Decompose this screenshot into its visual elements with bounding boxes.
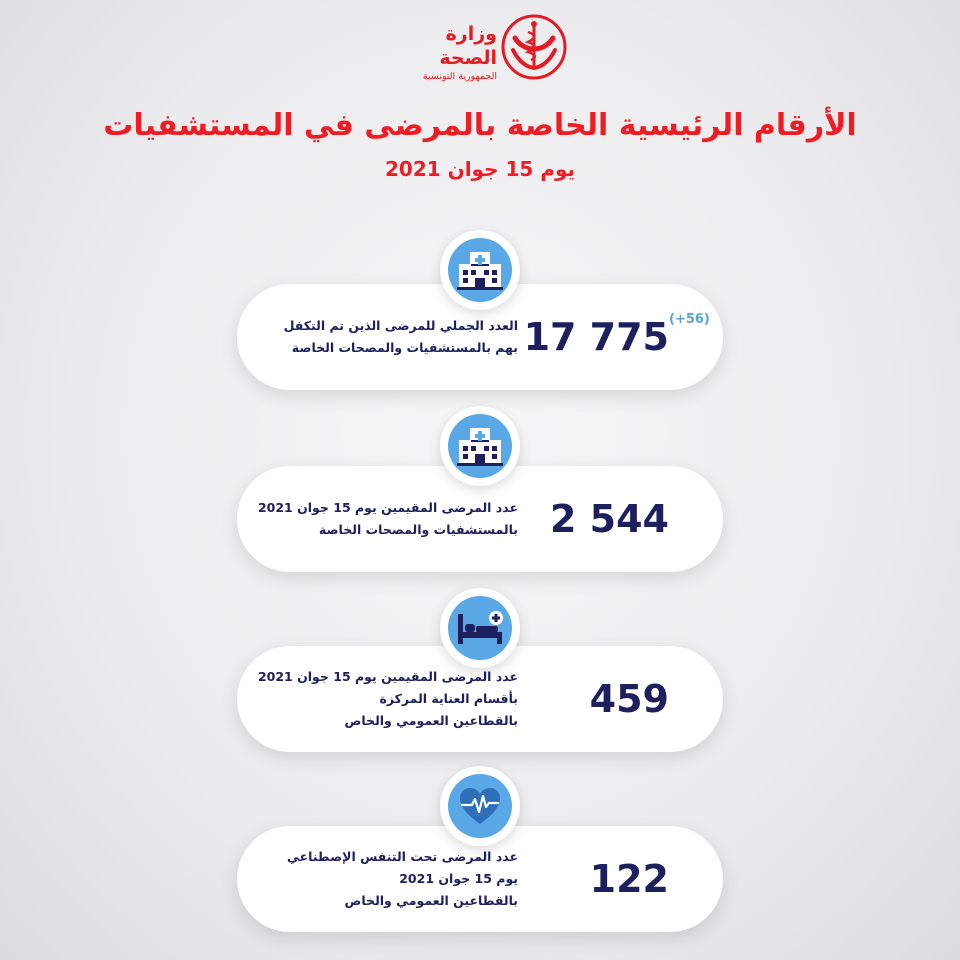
stat-icon-badge [440, 230, 520, 310]
stat-delta: (+56) [669, 312, 710, 327]
stat-value: 2 544 [550, 497, 669, 541]
logo-text [392, 22, 497, 84]
stat-desc-line: العدد الجملي للمرضى الذين تم التكفل [283, 318, 518, 333]
stat-desc-line: عدد المرضى المقيمين يوم 15 جوان 2021 [257, 500, 518, 515]
stat-desc-line: بالقطاعين العمومي والخاص [344, 713, 518, 728]
stat-desc-line: بالقطاعين العمومي والخاص [344, 893, 518, 908]
stat-desc-line: بأقسام العناية المركزة [379, 691, 518, 706]
ministry-logo [392, 14, 567, 84]
stat-desc-line: بهم بالمستشفيات والمصحات الخاصة [291, 340, 518, 355]
page-date: يوم 15 جوان 2021 [385, 157, 575, 181]
hospital-icon [457, 426, 503, 466]
stat-icon-badge [440, 588, 520, 668]
stat-value: 122 [589, 857, 669, 901]
stat-value: 17 775 [523, 315, 669, 359]
logo-subtitle: الجمهورية التونسية [422, 71, 497, 82]
heart-pulse-icon [458, 786, 502, 826]
stat-desc-line: يوم 15 جوان 2021 [399, 871, 518, 886]
hospital-icon [457, 250, 503, 290]
stat-value: 459 [589, 677, 669, 721]
stat-icon-badge [440, 406, 520, 486]
logo-title: وزارة الصحة [439, 23, 497, 69]
stat-icon-badge [440, 766, 520, 846]
stat-desc-line: عدد المرضى تحت التنفس الإصطناعي [286, 849, 518, 864]
stat-desc-line: بالمستشفيات والمصحات الخاصة [318, 522, 518, 537]
page-title: الأرقام الرئيسية الخاصة بالمرضى في المستشفيات [103, 108, 857, 143]
ministry-emblem-icon [501, 14, 567, 80]
hospital-bed-icon [456, 610, 504, 646]
stat-desc-line: عدد المرضى المقيمين يوم 15 جوان 2021 [257, 669, 518, 684]
